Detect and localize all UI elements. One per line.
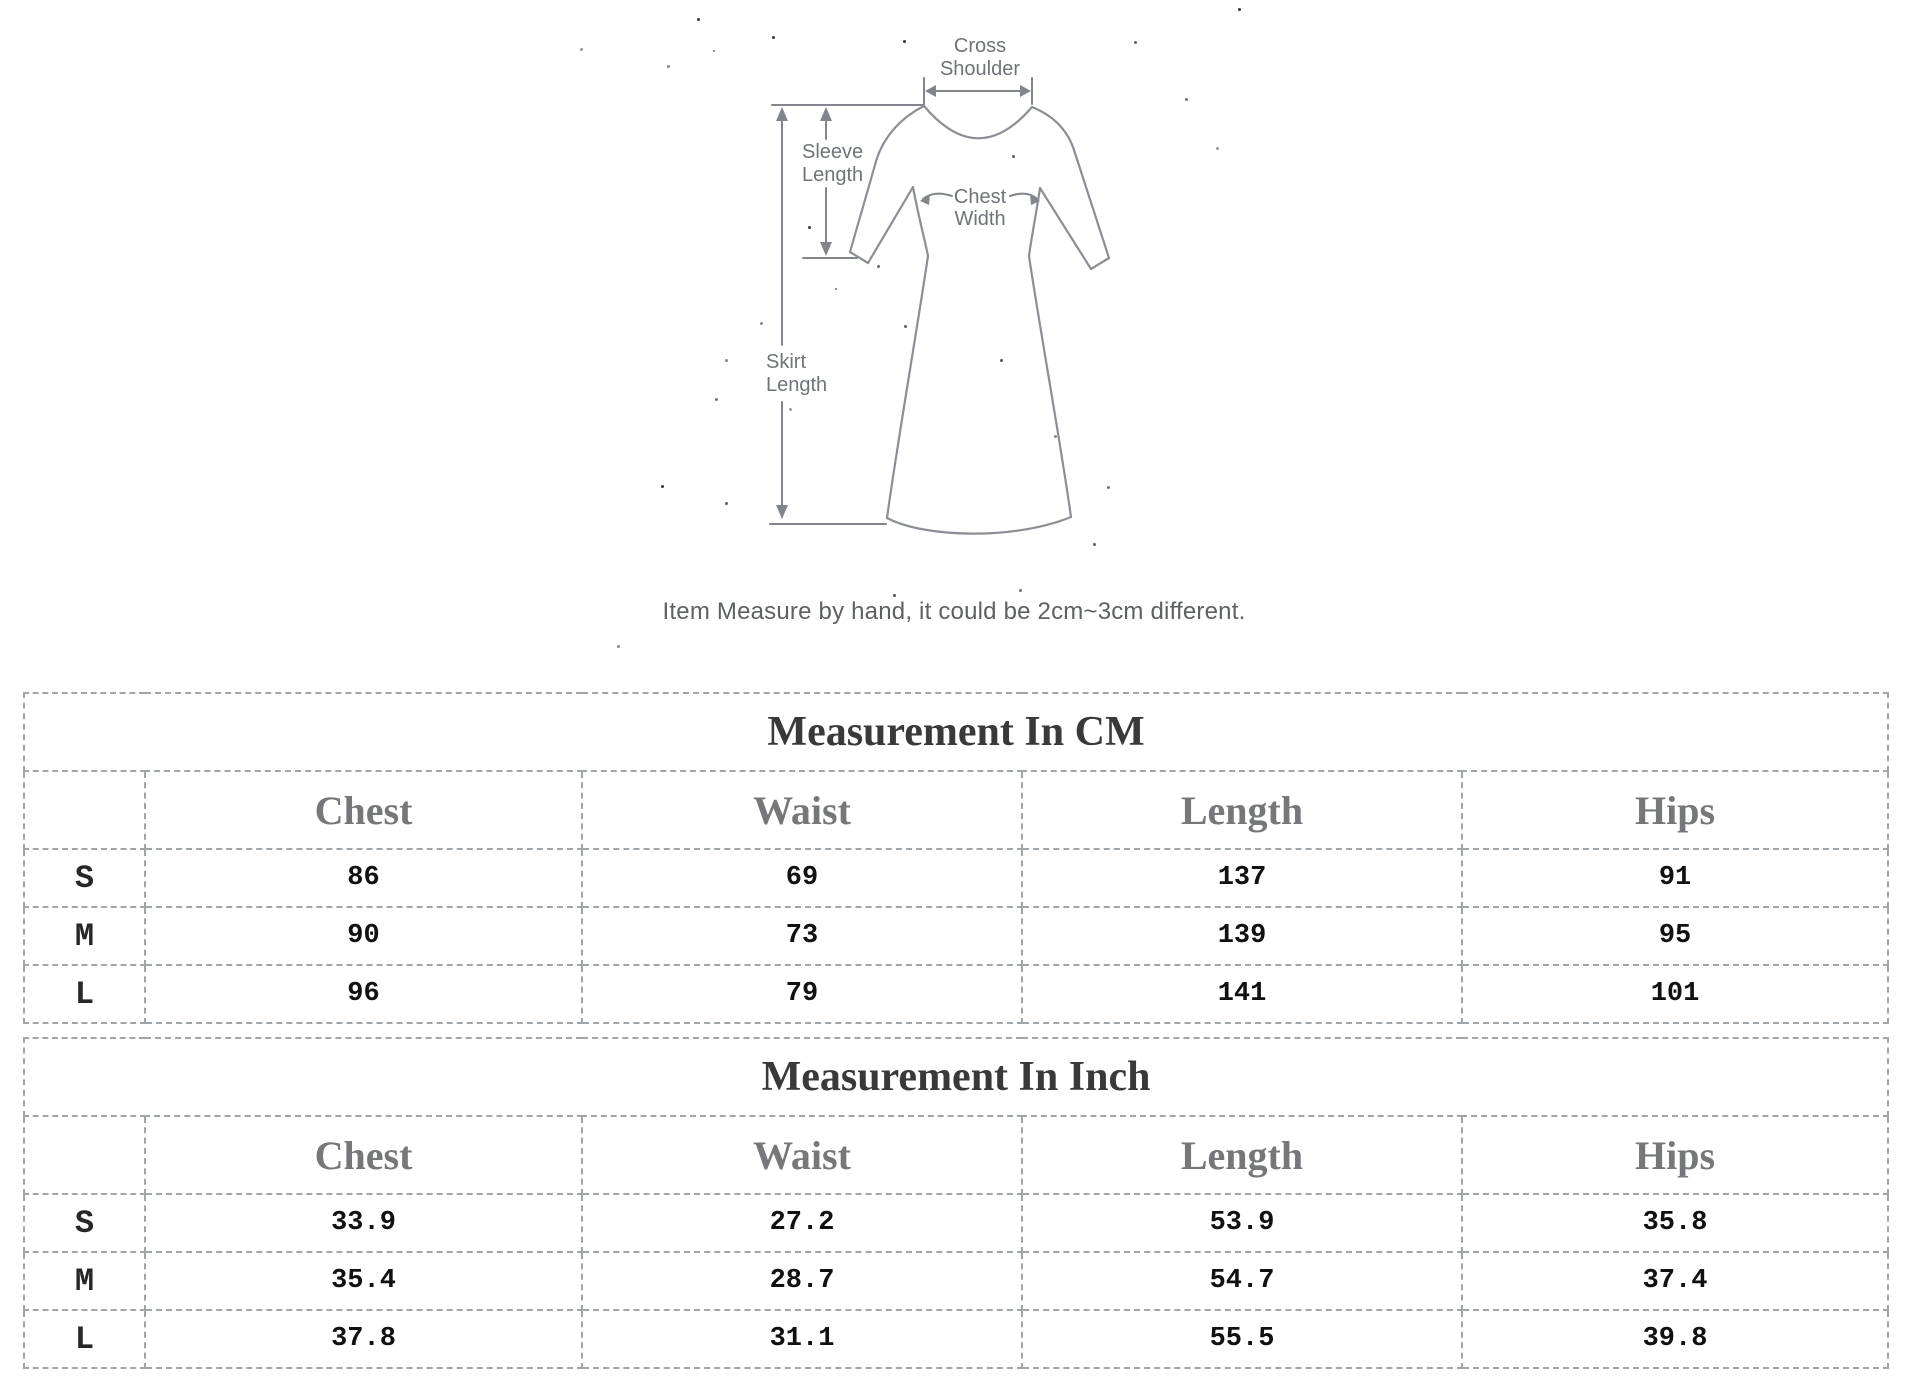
- measurement-cell: 137: [1022, 849, 1462, 907]
- skirt-length-label-line1: Skirt: [766, 351, 806, 373]
- measurement-diagram-section: [0, 0, 1908, 660]
- size-label-l: L: [24, 1310, 145, 1368]
- measurement-cell: 79: [582, 965, 1022, 1023]
- speckle: [1238, 8, 1241, 11]
- diagram-labels: [766, 35, 1020, 396]
- size-label-s: S: [24, 1194, 145, 1252]
- speckle: [835, 288, 837, 290]
- size-label-m: M: [24, 1252, 145, 1310]
- table-row-s: [24, 849, 1888, 907]
- measurement-cell: 54.7: [1022, 1252, 1462, 1310]
- corner-cell: [24, 771, 145, 849]
- speckle: [1012, 155, 1015, 158]
- speckle: [760, 322, 763, 325]
- speckle: [725, 359, 728, 362]
- cross-shoulder-label-line1: Cross: [953, 35, 1007, 57]
- speckle: [580, 48, 583, 51]
- column-header-chest: Chest: [145, 771, 582, 849]
- sleeve-length-label-line2: Length: [802, 164, 864, 186]
- column-header-waist: Waist: [582, 1116, 1022, 1194]
- sleeve-length-label-line1: Sleeve: [802, 141, 864, 163]
- measurement-cell: 55.5: [1022, 1310, 1462, 1368]
- measurement-cell: 69: [582, 849, 1022, 907]
- table-row-l: [24, 1310, 1888, 1368]
- column-header-chest: Chest: [145, 1116, 582, 1194]
- speckle: [697, 18, 700, 21]
- size-table-cm: [23, 692, 1889, 1024]
- speckle: [1216, 147, 1219, 150]
- measurement-cell: 35.8: [1462, 1194, 1888, 1252]
- measurement-cell: 139: [1022, 907, 1462, 965]
- speckle: [1093, 543, 1096, 546]
- measurement-note: Item Measure by hand, it could be 2cm~3cm different.: [662, 598, 1246, 625]
- speckle: [893, 594, 896, 597]
- measurement-cell: 96: [145, 965, 582, 1023]
- size-table-inch: [23, 1037, 1889, 1369]
- speckle: [713, 50, 715, 52]
- measurement-cell: 37.4: [1462, 1252, 1888, 1310]
- speckle: [1054, 435, 1057, 438]
- speckle: [715, 398, 718, 401]
- column-header-hips: Hips: [1462, 771, 1888, 849]
- speckle: [772, 36, 775, 39]
- size-label-m: M: [24, 907, 145, 965]
- measurement-cell: 95: [1462, 907, 1888, 965]
- chest-width-label-line2: Width: [954, 208, 1006, 230]
- measurement-cell: 31.1: [582, 1310, 1022, 1368]
- measurement-cell: 33.9: [145, 1194, 582, 1252]
- speckle: [903, 40, 906, 43]
- measurement-cell: 91: [1462, 849, 1888, 907]
- speckle: [904, 325, 907, 328]
- cross-shoulder-label-line2: Shoulder: [939, 58, 1021, 80]
- measurement-cell: 73: [582, 907, 1022, 965]
- measurement-cell: 101: [1462, 965, 1888, 1023]
- speckle: [661, 485, 664, 488]
- speckle: [1000, 359, 1003, 362]
- measurement-cell: 53.9: [1022, 1194, 1462, 1252]
- table-row-m: [24, 907, 1888, 965]
- speckle: [1019, 589, 1022, 592]
- size-label-s: S: [24, 849, 145, 907]
- speckle: [725, 502, 728, 505]
- dress-outline: [850, 106, 1109, 534]
- table-title-cm: Measurement In CM: [24, 693, 1888, 771]
- measurement-cell: 39.8: [1462, 1310, 1888, 1368]
- table-row-m: [24, 1252, 1888, 1310]
- speckle: [1107, 486, 1110, 489]
- table-title-inch: Measurement In Inch: [24, 1038, 1888, 1116]
- chest-width-label-line1: Chest: [953, 186, 1007, 208]
- column-header-waist: Waist: [582, 771, 1022, 849]
- column-header-length: Length: [1022, 771, 1462, 849]
- measurement-cell: 28.7: [582, 1252, 1022, 1310]
- measurement-cell: 35.4: [145, 1252, 582, 1310]
- measurement-cell: 90: [145, 907, 582, 965]
- size-label-l: L: [24, 965, 145, 1023]
- corner-cell: [24, 1116, 145, 1194]
- measurement-cell: 86: [145, 849, 582, 907]
- skirt-length-label-line2: Length: [766, 374, 828, 396]
- speckle: [808, 226, 811, 229]
- measurement-cell: 141: [1022, 965, 1462, 1023]
- measurement-cell: 37.8: [145, 1310, 582, 1368]
- speckle: [1185, 98, 1188, 101]
- speckle: [877, 265, 880, 268]
- dress-measurement-diagram: [560, 0, 1200, 560]
- table-row-l: [24, 965, 1888, 1023]
- speckle: [1134, 41, 1137, 44]
- speckle: [789, 408, 792, 411]
- measurement-cell: 27.2: [582, 1194, 1022, 1252]
- column-header-length: Length: [1022, 1116, 1462, 1194]
- column-header-hips: Hips: [1462, 1116, 1888, 1194]
- speckle: [667, 65, 670, 68]
- table-row-s: [24, 1194, 1888, 1252]
- speckle: [617, 645, 620, 648]
